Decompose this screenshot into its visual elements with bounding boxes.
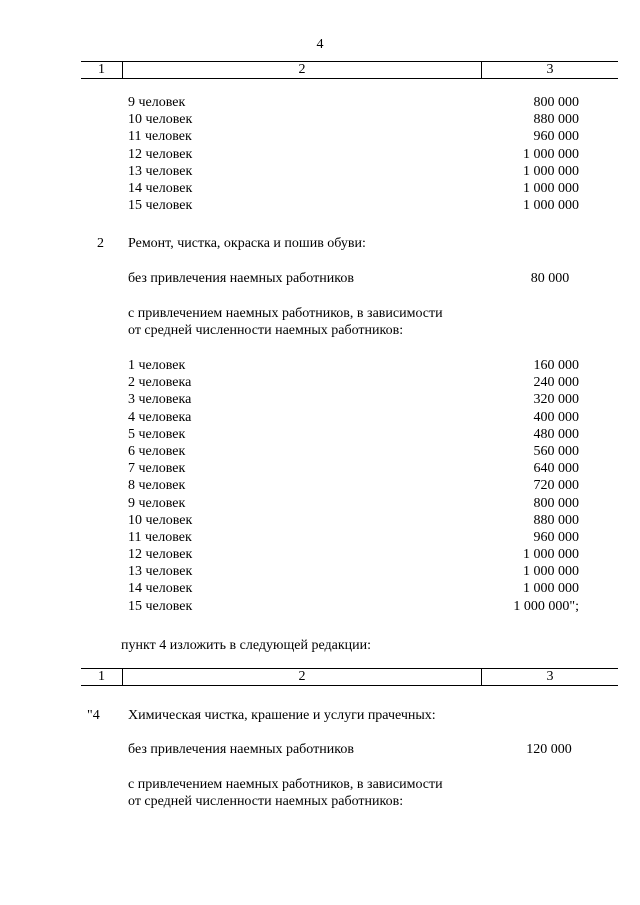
row-label: 9 человек xyxy=(128,95,186,110)
row-value: 320 000 xyxy=(533,392,579,408)
list-item xyxy=(0,111,640,128)
row-value: 1 000 000 xyxy=(523,547,579,563)
row-label: 10 человек xyxy=(128,512,193,528)
row-value: 880 000 xyxy=(533,112,579,128)
row-value: 240 000 xyxy=(533,375,579,391)
row-value: 1 000 000 xyxy=(523,180,579,196)
column-header-row-2 xyxy=(81,668,618,686)
row-label: 15 человек xyxy=(128,598,193,614)
row-label: 13 человек xyxy=(128,564,193,580)
section-2-without-hired-value: 80 000 xyxy=(530,271,570,286)
column-header-2: 2 xyxy=(123,669,482,685)
row-label: 9 человек xyxy=(128,495,186,511)
section-4-with-hired-line-2: от средней численности наемных работников: xyxy=(128,794,404,809)
row-label: 11 человек xyxy=(128,129,192,145)
list-item xyxy=(0,197,640,214)
column-header-row xyxy=(81,61,618,79)
section-4-title: Химическая чистка, крашение и услуги прачечных: xyxy=(128,708,436,723)
row-value: 1 000 000 xyxy=(523,163,579,179)
row-label: 1 человек xyxy=(128,358,186,373)
column-header-1: 1 xyxy=(81,62,123,78)
list-item xyxy=(0,391,640,408)
row-value: 400 000 xyxy=(533,409,579,425)
instruction-text: пункт 4 изложить в следующей редакции: xyxy=(121,638,371,653)
row-value: 1 000 000 xyxy=(523,146,579,162)
list-item xyxy=(0,495,640,512)
list-item xyxy=(0,163,640,180)
row-label: 15 человек xyxy=(128,198,193,214)
row-value: 160 000 xyxy=(533,358,579,373)
list-item xyxy=(0,512,640,529)
list-item xyxy=(0,546,640,563)
list-item xyxy=(0,146,640,163)
section-4-without-hired-value: 120 000 xyxy=(526,742,572,757)
row-label: 8 человек xyxy=(128,478,186,494)
row-label: 12 человек xyxy=(128,146,193,162)
list-item xyxy=(0,426,640,443)
row-label: 13 человек xyxy=(128,163,193,179)
top-rows xyxy=(0,94,640,214)
row-value: 640 000 xyxy=(533,461,579,477)
row-value: 1 000 000"; xyxy=(513,598,579,614)
column-header-3: 3 xyxy=(546,62,554,77)
row-label: 7 человек xyxy=(128,461,186,477)
row-label: 14 человек xyxy=(128,581,193,597)
list-item xyxy=(0,357,640,374)
row-label: 3 человека xyxy=(128,392,192,408)
section-2-with-hired-line-2: от средней численности наемных работников: xyxy=(128,323,404,338)
list-item xyxy=(0,563,640,580)
row-label: 10 человек xyxy=(128,112,193,128)
column-header-3: 3 xyxy=(546,669,554,684)
row-value: 720 000 xyxy=(533,478,579,494)
list-item xyxy=(0,529,640,546)
list-item xyxy=(0,128,640,145)
section-4-number: "4 xyxy=(87,708,100,723)
row-value: 800 000 xyxy=(533,95,579,110)
list-item xyxy=(0,460,640,477)
list-item xyxy=(0,374,640,391)
row-value: 1 000 000 xyxy=(523,198,579,214)
section-4-without-hired: без привлечения наемных работников xyxy=(128,742,354,757)
list-item xyxy=(0,443,640,460)
row-label: 11 человек xyxy=(128,529,192,545)
section-4-with-hired-line-1: с привлечением наемных работников, в зависимости xyxy=(128,777,443,792)
row-value: 960 000 xyxy=(533,529,579,545)
list-item xyxy=(0,180,640,197)
row-label: 2 человека xyxy=(128,375,192,391)
section-2-rows xyxy=(0,357,640,615)
row-value: 800 000 xyxy=(533,495,579,511)
row-value: 1 000 000 xyxy=(523,581,579,597)
row-value: 560 000 xyxy=(533,443,579,459)
row-value: 960 000 xyxy=(533,129,579,145)
row-label: 6 человек xyxy=(128,443,186,459)
list-item xyxy=(0,580,640,597)
row-label: 14 человек xyxy=(128,180,193,196)
list-item xyxy=(0,477,640,494)
row-value: 880 000 xyxy=(533,512,579,528)
section-2-with-hired-line-1: с привлечением наемных работников, в зависимости xyxy=(128,306,443,321)
section-2-without-hired: без привлечения наемных работников xyxy=(128,271,354,286)
list-item xyxy=(0,409,640,426)
column-header-1: 1 xyxy=(81,669,123,685)
column-header-2: 2 xyxy=(123,62,482,78)
row-label: 12 человек xyxy=(128,547,193,563)
section-2-title: Ремонт, чистка, окраска и пошив обуви: xyxy=(128,236,366,251)
row-label: 5 человек xyxy=(128,426,186,442)
row-label: 4 человека xyxy=(128,409,192,425)
row-value: 1 000 000 xyxy=(523,564,579,580)
section-2-number: 2 xyxy=(97,236,104,251)
row-value: 480 000 xyxy=(533,426,579,442)
list-item xyxy=(0,598,640,615)
list-item xyxy=(0,94,640,111)
page-number: 4 xyxy=(316,37,324,52)
